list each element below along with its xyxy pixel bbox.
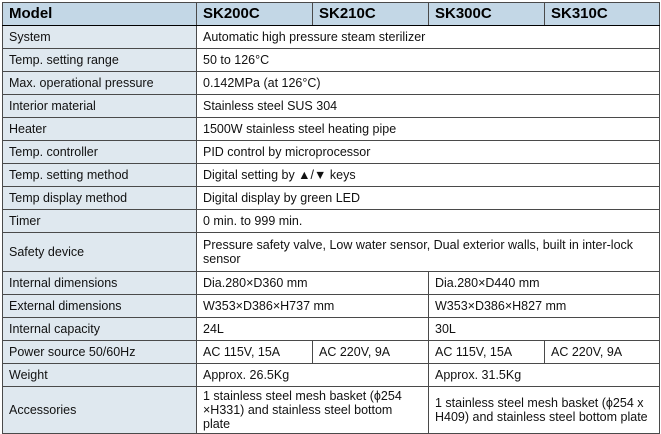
row-label: Safety device [3, 233, 197, 272]
table-row [3, 387, 660, 434]
table-row [3, 272, 660, 295]
row-value: Pressure safety valve, Low water sensor, Dual exterior walls, built in inter-lock sensor [197, 233, 660, 272]
row-value-sk200c: AC 115V, 15A [197, 341, 313, 364]
row-label: Accessories [3, 387, 197, 434]
row-label: Internal dimensions [3, 272, 197, 295]
table-row [3, 141, 660, 164]
table-row [3, 164, 660, 187]
row-value-small-models: 1 stainless steel mesh basket (ϕ254 ×H331) and stainless steel bottom plate [197, 387, 429, 434]
header-sk200c: SK200C [197, 3, 313, 26]
header-row [3, 3, 660, 26]
table-row [3, 364, 660, 387]
row-label: Internal capacity [3, 318, 197, 341]
row-label: Temp display method [3, 187, 197, 210]
row-value: 1500W stainless steel heating pipe [197, 118, 660, 141]
table-row [3, 49, 660, 72]
table-row [3, 341, 660, 364]
table-row [3, 210, 660, 233]
row-value-large-models: 1 stainless steel mesh basket (ϕ254 x H409) and stainless steel bottom plate [429, 387, 660, 434]
row-value-small-models: Dia.280×D360 mm [197, 272, 429, 295]
row-label: Max. operational pressure [3, 72, 197, 95]
header-sk300c: SK300C [429, 3, 545, 26]
row-value: 50 to 126°C [197, 49, 660, 72]
header-sk310c: SK310C [545, 3, 660, 26]
row-label: Heater [3, 118, 197, 141]
row-value-small-models: 24L [197, 318, 429, 341]
row-label: Temp. setting method [3, 164, 197, 187]
row-label: Temp. controller [3, 141, 197, 164]
header-model: Model [3, 3, 197, 26]
row-value: Digital display by green LED [197, 187, 660, 210]
spec-table [2, 2, 660, 434]
row-value: Automatic high pressure steam sterilizer [197, 26, 660, 49]
row-value-sk310c: AC 220V, 9A [545, 341, 660, 364]
table-row [3, 118, 660, 141]
row-label: Timer [3, 210, 197, 233]
row-value-large-models: 30L [429, 318, 660, 341]
row-label: System [3, 26, 197, 49]
row-value-sk300c: AC 115V, 15A [429, 341, 545, 364]
row-value: PID control by microprocessor [197, 141, 660, 164]
row-value-large-models: W353×D386×H827 mm [429, 295, 660, 318]
row-value-large-models: Approx. 31.5Kg [429, 364, 660, 387]
table-row [3, 295, 660, 318]
row-value-small-models: W353×D386×H737 mm [197, 295, 429, 318]
row-value: 0.142MPa (at 126°C) [197, 72, 660, 95]
row-label: Temp. setting range [3, 49, 197, 72]
row-value: Digital setting by ▲/▼ keys [197, 164, 660, 187]
row-label: Interior material [3, 95, 197, 118]
table-row [3, 233, 660, 272]
table-row [3, 318, 660, 341]
row-value: 0 min. to 999 min. [197, 210, 660, 233]
table-row [3, 187, 660, 210]
header-sk210c: SK210C [313, 3, 429, 26]
row-label: Power source 50/60Hz [3, 341, 197, 364]
row-value-large-models: Dia.280×D440 mm [429, 272, 660, 295]
row-label: External dimensions [3, 295, 197, 318]
row-value-sk210c: AC 220V, 9A [313, 341, 429, 364]
row-value-small-models: Approx. 26.5Kg [197, 364, 429, 387]
row-value: Stainless steel SUS 304 [197, 95, 660, 118]
table-row [3, 26, 660, 49]
row-label: Weight [3, 364, 197, 387]
table-row [3, 95, 660, 118]
table-row [3, 72, 660, 95]
